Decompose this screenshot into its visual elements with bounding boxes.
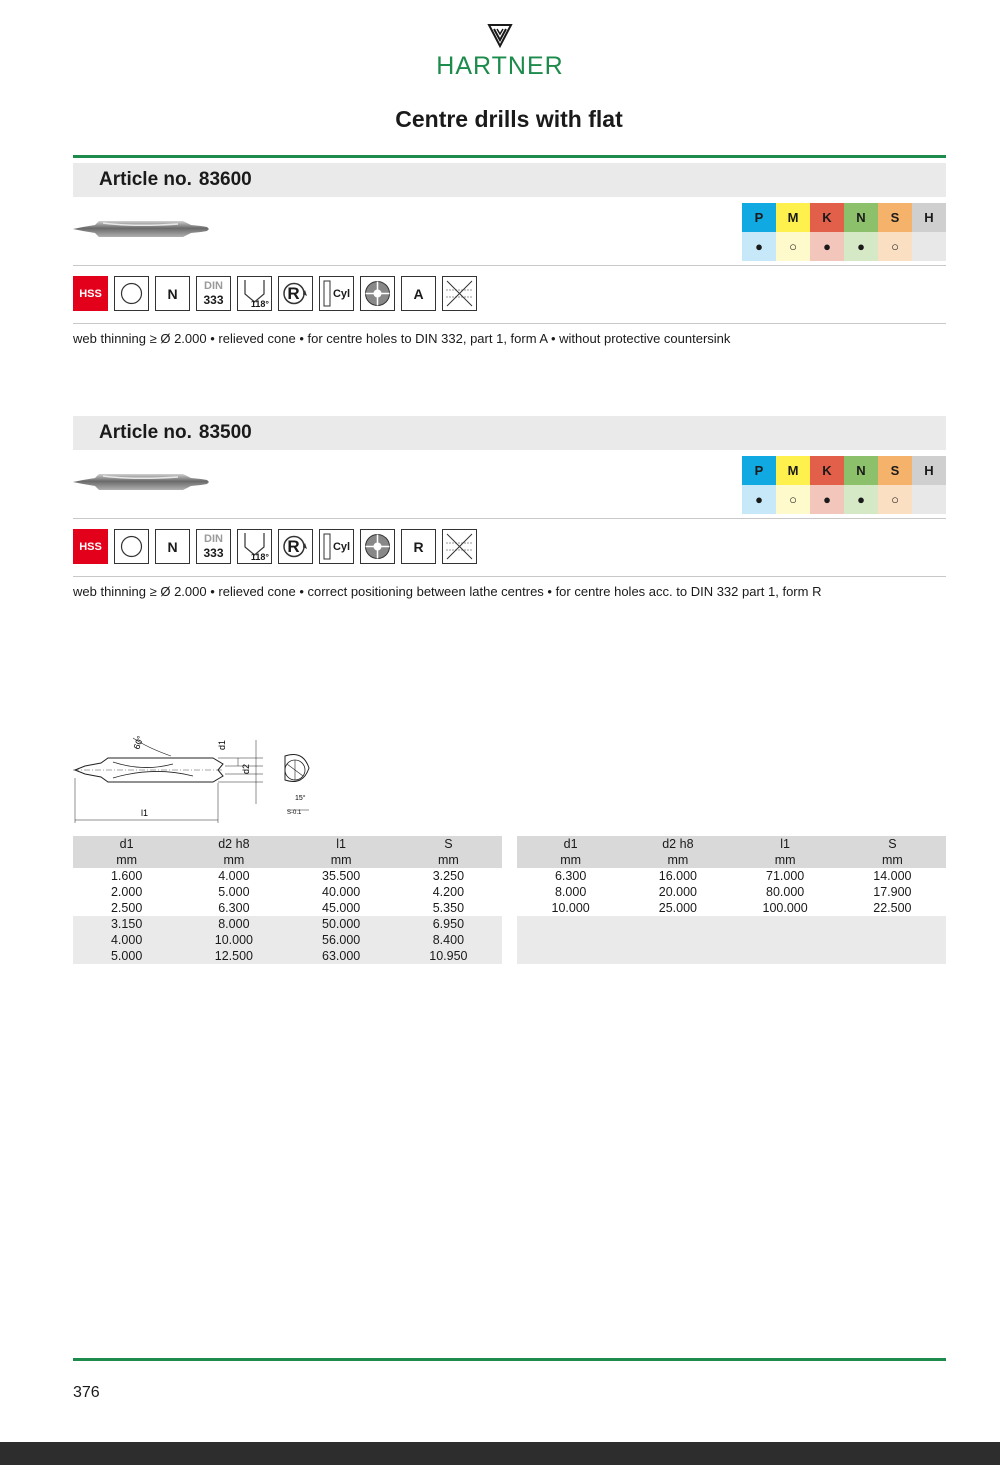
cell: 35.500 xyxy=(322,869,361,883)
cell: 17.900 xyxy=(873,885,912,899)
cell: 6.300 xyxy=(554,869,587,883)
unit-header: mm xyxy=(839,852,946,868)
table-row xyxy=(517,868,946,884)
unit-header: mm xyxy=(180,852,287,868)
cell: 2.500 xyxy=(110,901,143,915)
cell: 8.400 xyxy=(395,932,502,948)
material-k: K xyxy=(810,456,844,485)
property-icons xyxy=(73,529,477,564)
centre-hole-form-icon: A xyxy=(401,276,436,311)
point-angle-icon xyxy=(237,529,272,564)
material-p: P xyxy=(742,203,776,232)
material-h: H xyxy=(912,456,946,485)
article-section-83600 xyxy=(73,163,946,363)
material-m: M xyxy=(776,203,810,232)
cyl-label: Cyl xyxy=(332,540,351,553)
cell: 8.000 xyxy=(180,916,287,932)
centre-hole-form-icon: R xyxy=(401,529,436,564)
footer-bar xyxy=(0,1442,1000,1465)
drawing-l1-label: l1 xyxy=(141,808,149,818)
technical-drawing xyxy=(73,728,343,828)
col-header: l1 xyxy=(288,836,395,852)
page-number: 376 xyxy=(73,1384,100,1401)
cell: 5.350 xyxy=(432,901,465,915)
point-angle-icon xyxy=(237,276,272,311)
unit-header: mm xyxy=(624,852,731,868)
type-n-icon: N xyxy=(155,529,190,564)
hss-icon: HSS xyxy=(73,276,108,311)
feature-description: web thinning ≥ Ø 2.000 • relieved cone • for centre holes to DIN 332, part 1, form A • without protective countersink xyxy=(73,331,731,346)
unit-header: mm xyxy=(732,852,839,868)
material-n: N xyxy=(844,456,878,485)
cell: 14.000 xyxy=(873,869,912,883)
suitability-m: ○ xyxy=(776,232,810,261)
cell: 25.000 xyxy=(658,901,697,915)
cell: 45.000 xyxy=(322,901,361,915)
hss-icon: HSS xyxy=(73,529,108,564)
material-p: P xyxy=(742,456,776,485)
drawing-d1-label: d1 xyxy=(217,739,227,750)
article-top-row xyxy=(73,450,946,518)
cylindrical-shank-icon xyxy=(114,529,149,564)
article-label: Article no. xyxy=(99,422,192,443)
cell: 6.950 xyxy=(395,916,502,932)
table-row xyxy=(73,916,502,932)
article-header xyxy=(73,163,946,197)
material-s: S xyxy=(878,456,912,485)
din-standard-icon xyxy=(196,276,231,311)
material-h: H xyxy=(912,203,946,232)
flute-section-icon xyxy=(360,276,395,311)
table-row-empty xyxy=(517,948,946,964)
table-row xyxy=(517,884,946,900)
dimension-table-left xyxy=(73,836,502,964)
brand-logo xyxy=(0,22,1000,81)
flute-section-icon xyxy=(360,529,395,564)
type-n-icon: N xyxy=(155,276,190,311)
col-header: S xyxy=(839,836,946,852)
article-header xyxy=(73,416,946,450)
drawing-flat-angle: 15° xyxy=(295,795,306,802)
dimension-table-right xyxy=(517,836,946,964)
suitability-k: ● xyxy=(810,232,844,261)
feature-description: web thinning ≥ Ø 2.000 • relieved cone • correct positioning between lathe centres • for centre holes acc. to DIN 332 part 1, form R xyxy=(73,584,822,599)
table-row xyxy=(73,900,502,916)
no-countersink-icon xyxy=(442,276,477,311)
col-header: d1 xyxy=(73,836,180,852)
cylindrical-shank-icon xyxy=(114,276,149,311)
col-header: S xyxy=(395,836,502,852)
cell: 56.000 xyxy=(288,932,395,948)
drawing-d2-label: d2 xyxy=(241,763,251,774)
cell: 80.000 xyxy=(766,885,805,899)
cell: 5.000 xyxy=(73,948,180,964)
table-row xyxy=(517,900,946,916)
page-title: Centre drills with flat xyxy=(395,106,623,132)
drawing-angle-label: 60° xyxy=(131,734,146,751)
cell: 1.600 xyxy=(110,869,143,883)
material-suitability-table xyxy=(742,456,946,514)
table-row xyxy=(73,868,502,884)
material-k: K xyxy=(810,203,844,232)
point-angle-value: 118° xyxy=(250,552,269,562)
din-standard-icon xyxy=(196,529,231,564)
suitability-k: ● xyxy=(810,485,844,514)
cell: 4.200 xyxy=(432,885,465,899)
centre-drill-image xyxy=(73,470,213,494)
cell: 10.000 xyxy=(180,932,287,948)
col-header: l1 xyxy=(732,836,839,852)
cell: 10.000 xyxy=(551,901,590,915)
bottom-divider xyxy=(73,1358,946,1361)
divider xyxy=(73,518,946,519)
cell: 100.000 xyxy=(762,901,808,915)
cylindrical-shank-type-icon xyxy=(319,529,354,564)
table-row xyxy=(73,884,502,900)
unit-header: mm xyxy=(288,852,395,868)
right-hand-cut-icon xyxy=(278,276,313,311)
article-top-row xyxy=(73,197,946,265)
article-label: Article no. xyxy=(99,169,192,190)
cell: 63.000 xyxy=(288,948,395,964)
material-s: S xyxy=(878,203,912,232)
cell: 6.300 xyxy=(218,901,250,915)
right-hand-label: R xyxy=(287,283,300,303)
table-row-empty xyxy=(517,932,946,948)
cell: 5.000 xyxy=(218,885,250,899)
unit-header: mm xyxy=(517,852,624,868)
article-number: 83600 xyxy=(198,169,252,190)
table-row xyxy=(73,932,502,948)
material-suitability-table xyxy=(742,203,946,261)
col-header: d2 h8 xyxy=(624,836,731,852)
din-label: DIN xyxy=(204,280,223,292)
cell: 4.000 xyxy=(218,869,250,883)
cyl-label: Cyl xyxy=(332,287,351,300)
suitability-p: ● xyxy=(742,485,776,514)
top-divider xyxy=(73,155,946,158)
cell: 50.000 xyxy=(288,916,395,932)
cell: 22.500 xyxy=(873,901,912,915)
unit-header: mm xyxy=(73,852,180,868)
right-hand-label: R xyxy=(287,536,300,556)
divider xyxy=(73,576,946,577)
suitability-h xyxy=(912,485,946,514)
din-label: DIN xyxy=(204,533,223,545)
cell: 10.950 xyxy=(395,948,502,964)
col-header: d2 h8 xyxy=(180,836,287,852)
suitability-n: ● xyxy=(844,232,878,261)
cell: 12.500 xyxy=(180,948,287,964)
centre-drill-image xyxy=(73,217,213,241)
cell: 4.000 xyxy=(73,932,180,948)
cylindrical-shank-type-icon xyxy=(319,276,354,311)
drawing-s-label: S-0.1 xyxy=(287,810,302,816)
material-n: N xyxy=(844,203,878,232)
unit-header: mm xyxy=(395,852,502,868)
cell: 2.000 xyxy=(110,885,143,899)
divider xyxy=(73,265,946,266)
divider xyxy=(73,323,946,324)
hartner-logo-icon xyxy=(487,22,513,48)
cell: 3.250 xyxy=(432,869,465,883)
suitability-n: ● xyxy=(844,485,878,514)
no-countersink-icon xyxy=(442,529,477,564)
cell: 3.150 xyxy=(73,916,180,932)
article-number: 83500 xyxy=(198,422,252,443)
suitability-p: ● xyxy=(742,232,776,261)
cell: 20.000 xyxy=(658,885,697,899)
suitability-m: ○ xyxy=(776,485,810,514)
cell: 40.000 xyxy=(322,885,361,899)
suitability-h xyxy=(912,232,946,261)
point-angle-value: 118° xyxy=(250,299,269,309)
cell: 16.000 xyxy=(658,869,697,883)
table-row-empty xyxy=(517,916,946,932)
col-header: d1 xyxy=(517,836,624,852)
material-m: M xyxy=(776,456,810,485)
right-hand-cut-icon xyxy=(278,529,313,564)
din-number: 333 xyxy=(203,293,224,307)
brand-name: HARTNER xyxy=(436,52,564,80)
din-number: 333 xyxy=(203,546,224,560)
property-icons xyxy=(73,276,477,311)
cell: 71.000 xyxy=(766,869,805,883)
table-row xyxy=(73,948,502,964)
article-section-83500 xyxy=(73,416,946,616)
suitability-s: ○ xyxy=(878,485,912,514)
suitability-s: ○ xyxy=(878,232,912,261)
cell: 8.000 xyxy=(554,885,587,899)
